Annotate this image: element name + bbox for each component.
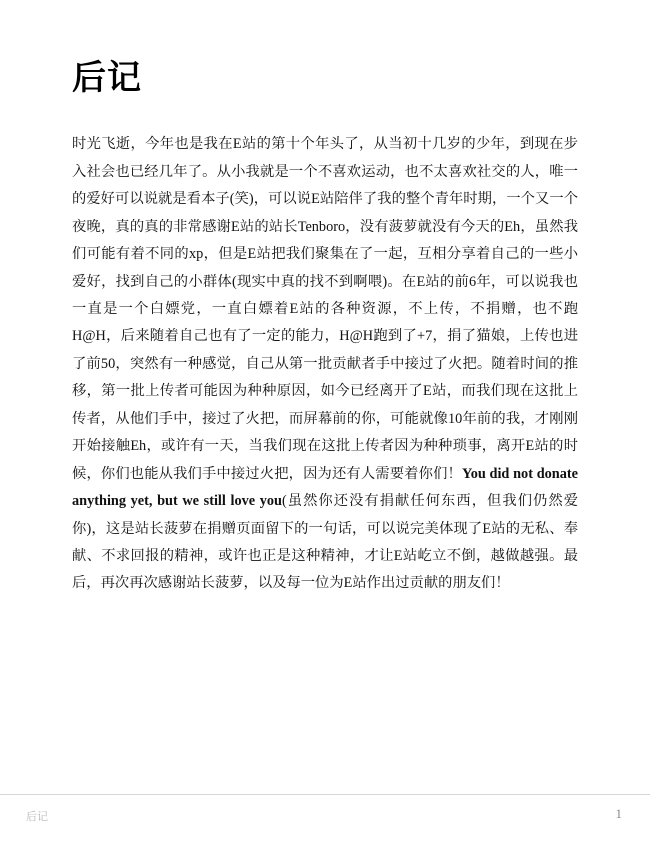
body-paragraph — [72, 131, 578, 597]
paragraph-part-2: (虽然你还没有捐献任何东西，但我们仍然爱你)，这是站长菠萝在捐赠页面留下的一句话，可以说完美体现了E站的无私、奉献、不求回报的精神，或许也正是这种精神，才让E站屹立不倒，越做越强。最后，再次再次感谢站长菠萝，以及每一位为E站作出过贡献的朋友们！ — [72, 493, 578, 592]
page-number: 1 — [615, 806, 622, 821]
footer-label: 后记 — [26, 811, 48, 823]
page-content — [72, 60, 578, 598]
footer-divider — [0, 794, 650, 795]
page-title: 后记 — [72, 60, 142, 97]
page-footer — [0, 794, 650, 850]
paragraph-english-quote: You did not donate anything yet, but we still love you — [72, 465, 578, 510]
paragraph-part-1: 时光飞逝，今年也是我在E站的第十个年头了，从当初十几岁的少年，到现在步入社会也已经几年了。从小我就是一个不喜欢运动，也不太喜欢社交的人，唯一的爱好可以说就是看本子(笑)，可以说E站陪伴了我的整个青年时期，一个又一个夜晚，真的真的非常感谢E站的站长Tenboro，没有菠萝就没有今天的Eh，虽然我们可能有着不同的xp，但是E站把我们聚集在了一起，互相分享着自己的一些小爱好，找到自己的小群体(现实中真的找不到啊喂)。在E站的前6年，可以说我也一直是一个白嫖党，一直白嫖着E站的各种资源，不上传，不捐赠，也不跑H@H，后来随着自己也有了一定的能力，H@H跑到了+7，捐了猫娘，上传也进了前50，突然有一种感觉，自己从第一批贡献者手中接过了火把。随着时间的推移，第一批上传者可能因为种种原因，如今已经离开了E站，而我们现在这批上传者，从他们手中，接过了火把，而屏幕前的你，可能就像10年前的我，才刚刚开始接触Eh，或许有一天，当我们现在这批上传者因为种种琐事，离开E站的时候，你们也能从我们手中接过火把，因为还有人需要着你们！ — [72, 136, 578, 482]
